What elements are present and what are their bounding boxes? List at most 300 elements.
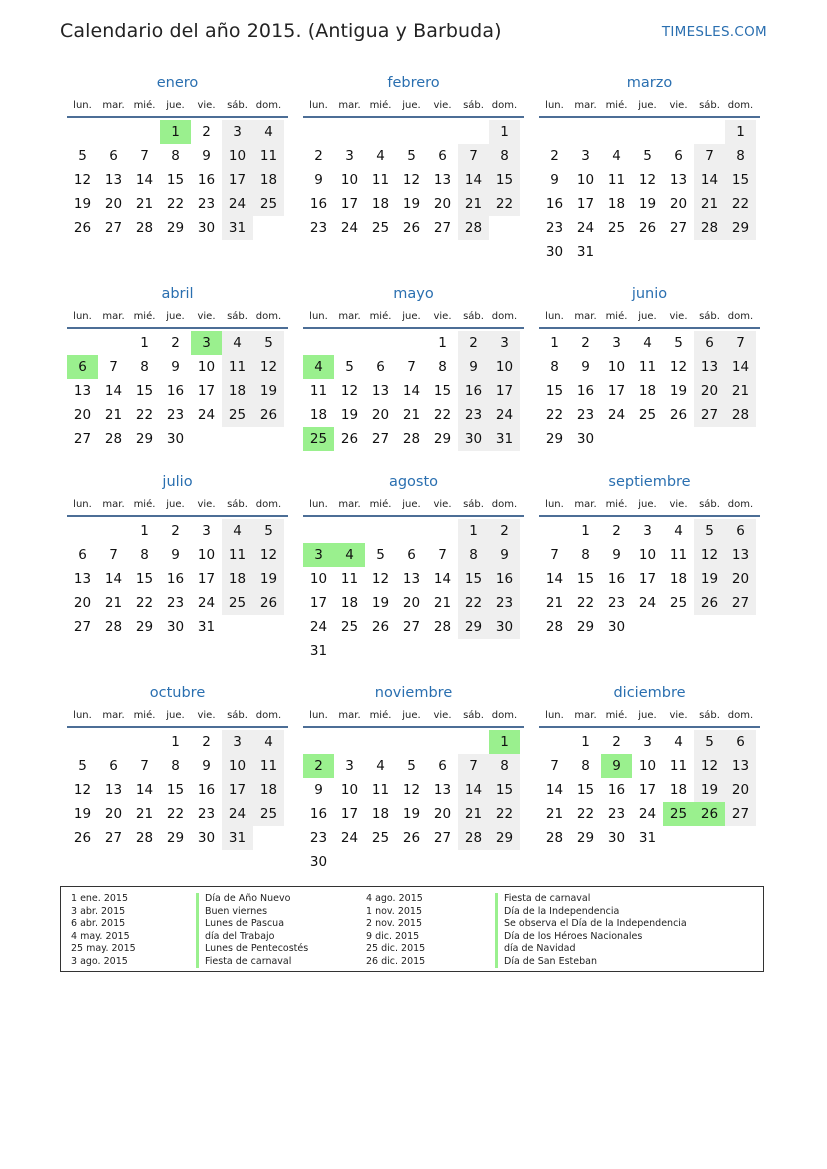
weekday-label: vie. (197, 310, 216, 322)
weekday-label: vie. (433, 498, 452, 510)
day-cell: 3 (581, 148, 590, 164)
day-cell: 20 (104, 196, 123, 212)
day-cell: 17 (638, 571, 657, 587)
day-cell: 24 (607, 407, 626, 423)
day-cell: 31 (638, 830, 657, 846)
weekday-label: jue. (166, 99, 185, 111)
day-cell: 6 (725, 730, 756, 754)
day-cell: 1 (140, 335, 149, 351)
weekday-label: sáb. (463, 310, 484, 322)
day-cell: 21 (104, 595, 123, 611)
day-cell: 19 (73, 806, 92, 822)
day-cell: 25 (222, 591, 253, 615)
weekday-label: jue. (638, 709, 657, 721)
day-cell: 19 (638, 196, 657, 212)
day-cell: 7 (725, 331, 756, 355)
day-cell: 18 (309, 407, 328, 423)
weekday-header (303, 305, 524, 329)
empty-cell (365, 331, 396, 355)
weekday-label: jue. (402, 310, 421, 322)
day-cell: 17 (197, 571, 216, 587)
empty-cell (334, 331, 365, 355)
day-cell: 2 (612, 734, 621, 750)
weekday-label: lun. (309, 310, 328, 322)
day-grid (67, 517, 288, 639)
month-name: julio (162, 474, 193, 490)
day-cell: 6 (109, 758, 118, 774)
day-cell: 16 (489, 567, 520, 591)
day-cell: 14 (725, 355, 756, 379)
day-cell: 13 (73, 383, 92, 399)
day-cell: 3 (222, 730, 253, 754)
day-cell: 29 (725, 216, 756, 240)
day-cell: 19 (253, 567, 284, 591)
weekday-label: vie. (669, 709, 688, 721)
day-cell: 11 (253, 144, 284, 168)
weekday-label: jue. (638, 310, 657, 322)
day-cell: 13 (694, 355, 725, 379)
day-cell: 9 (581, 359, 590, 375)
day-cell: 12 (694, 543, 725, 567)
day-cell: 11 (340, 571, 359, 587)
day-cell: 14 (545, 571, 564, 587)
day-cell: 19 (669, 383, 688, 399)
day-cell: 9 (202, 758, 211, 774)
day-grid (303, 329, 524, 451)
day-cell: 10 (576, 172, 595, 188)
day-cell: 15 (489, 168, 520, 192)
day-cell: 5 (643, 148, 652, 164)
empty-cell (67, 331, 98, 355)
holiday-day-cell: 9 (601, 754, 632, 778)
day-cell: 8 (140, 547, 149, 563)
day-cell: 25 (638, 407, 657, 423)
day-cell: 22 (489, 192, 520, 216)
day-cell: 25 (669, 595, 688, 611)
day-cell: 3 (489, 331, 520, 355)
day-cell: 26 (402, 830, 421, 846)
day-cell: 15 (135, 383, 154, 399)
legend-date: 6 abr. 2015 (71, 918, 126, 929)
day-cell: 18 (222, 379, 253, 403)
empty-cell (539, 519, 570, 543)
day-cell: 22 (576, 806, 595, 822)
empty-cell (129, 730, 160, 754)
day-cell: 24 (638, 595, 657, 611)
day-cell: 29 (489, 826, 520, 850)
day-cell: 23 (458, 403, 489, 427)
day-cell: 14 (104, 383, 123, 399)
day-cell: 11 (669, 547, 688, 563)
month-marzo (539, 72, 760, 264)
day-cell: 30 (166, 619, 185, 635)
day-cell: 5 (253, 331, 284, 355)
day-cell: 20 (694, 379, 725, 403)
day-cell: 2 (612, 523, 621, 539)
day-cell: 27 (725, 591, 756, 615)
empty-cell (365, 120, 396, 144)
day-cell: 7 (458, 144, 489, 168)
holiday-day-cell: 25 (663, 802, 694, 826)
legend-dates-col-1 (71, 893, 136, 968)
weekday-label: vie. (669, 498, 688, 510)
weekday-label: mar. (574, 99, 597, 111)
day-cell: 18 (253, 778, 284, 802)
empty-cell (98, 730, 129, 754)
day-cell: 3 (643, 523, 652, 539)
day-cell: 29 (166, 830, 185, 846)
day-cell: 28 (402, 431, 421, 447)
empty-cell (663, 120, 694, 144)
day-cell: 18 (669, 782, 688, 798)
day-cell: 23 (166, 407, 185, 423)
day-cell: 19 (402, 806, 421, 822)
day-cell: 6 (376, 359, 385, 375)
day-cell: 7 (407, 359, 416, 375)
day-cell: 22 (135, 407, 154, 423)
day-cell: 10 (222, 144, 253, 168)
day-cell: 13 (433, 782, 452, 798)
weekday-label: mié. (369, 99, 392, 111)
weekday-label: mié. (605, 99, 628, 111)
empty-cell (601, 120, 632, 144)
weekday-label: sáb. (463, 709, 484, 721)
weekday-header (539, 94, 760, 118)
day-cell: 13 (104, 782, 123, 798)
day-cell: 16 (309, 196, 328, 212)
day-cell: 20 (433, 196, 452, 212)
empty-cell (129, 120, 160, 144)
day-cell: 16 (166, 383, 185, 399)
day-cell: 30 (197, 830, 216, 846)
weekday-label: dom. (491, 709, 518, 721)
empty-cell (334, 120, 365, 144)
day-cell: 20 (433, 806, 452, 822)
month-noviembre (303, 682, 524, 874)
day-cell: 13 (725, 754, 756, 778)
day-cell: 16 (309, 806, 328, 822)
legend-date: 3 ago. 2015 (71, 955, 128, 967)
weekday-label: mar. (102, 99, 125, 111)
weekday-label: dom. (727, 99, 754, 111)
day-grid (539, 118, 760, 264)
day-cell: 2 (489, 519, 520, 543)
empty-cell (67, 519, 98, 543)
day-cell: 22 (576, 595, 595, 611)
legend-date: 4 ago. 2015 (366, 893, 423, 904)
day-cell: 10 (638, 758, 657, 774)
day-cell: 7 (438, 547, 447, 563)
weekday-label: sáb. (227, 498, 248, 510)
day-cell: 27 (725, 802, 756, 826)
day-cell: 21 (694, 192, 725, 216)
day-cell: 6 (109, 148, 118, 164)
weekday-label: sáb. (227, 99, 248, 111)
day-cell: 4 (222, 331, 253, 355)
day-cell: 24 (340, 220, 359, 236)
day-cell: 2 (550, 148, 559, 164)
day-cell: 4 (643, 335, 652, 351)
month-julio (67, 471, 288, 639)
holiday-day-cell: 25 (303, 427, 334, 451)
day-cell: 29 (135, 431, 154, 447)
month-name: junio (631, 286, 668, 302)
day-cell: 10 (197, 359, 216, 375)
day-cell: 8 (581, 758, 590, 774)
day-cell: 12 (73, 172, 92, 188)
day-cell: 21 (545, 595, 564, 611)
weekday-label: dom. (727, 498, 754, 510)
empty-cell (67, 120, 98, 144)
legend-date: 26 dic. 2015 (366, 955, 426, 967)
weekday-label: vie. (197, 99, 216, 111)
day-cell: 29 (135, 619, 154, 635)
day-cell: 22 (166, 806, 185, 822)
day-cell: 9 (202, 148, 211, 164)
day-cell: 27 (433, 220, 452, 236)
weekday-label: jue. (638, 498, 657, 510)
day-cell: 10 (340, 782, 359, 798)
day-cell: 2 (171, 523, 180, 539)
day-cell: 15 (576, 571, 595, 587)
day-cell: 11 (371, 172, 390, 188)
weekday-label: mar. (338, 310, 361, 322)
weekday-label: lun. (73, 99, 92, 111)
day-cell: 27 (73, 619, 92, 635)
day-cell: 2 (581, 335, 590, 351)
day-cell: 8 (550, 359, 559, 375)
weekday-label: mar. (102, 310, 125, 322)
weekday-label: mar. (102, 709, 125, 721)
day-cell: 21 (402, 407, 421, 423)
day-cell: 11 (669, 758, 688, 774)
day-cell: 18 (222, 567, 253, 591)
weekday-label: lun. (545, 99, 564, 111)
weekday-header (303, 94, 524, 118)
weekday-label: lun. (545, 310, 564, 322)
month-enero (67, 72, 288, 240)
weekday-label: mié. (605, 709, 628, 721)
day-cell: 29 (458, 615, 489, 639)
month-name: abril (161, 286, 194, 302)
day-cell: 4 (376, 148, 385, 164)
day-cell: 19 (340, 407, 359, 423)
day-cell: 18 (371, 196, 390, 212)
day-grid (539, 517, 760, 639)
day-cell: 14 (694, 168, 725, 192)
day-cell: 22 (433, 407, 452, 423)
day-cell: 16 (166, 571, 185, 587)
day-cell: 12 (402, 782, 421, 798)
day-cell: 8 (171, 148, 180, 164)
empty-cell (303, 331, 334, 355)
weekday-label: jue. (402, 498, 421, 510)
day-cell: 16 (545, 196, 564, 212)
day-cell: 18 (638, 383, 657, 399)
day-cell: 30 (545, 244, 564, 260)
empty-cell (427, 730, 458, 754)
month-octubre (67, 682, 288, 850)
holiday-day-cell: 4 (334, 543, 365, 567)
day-cell: 12 (371, 571, 390, 587)
month-name: octubre (149, 685, 206, 701)
weekday-label: jue. (166, 498, 185, 510)
legend-holiday-name: día de Navidad (495, 943, 687, 956)
weekday-label: mié. (369, 498, 392, 510)
empty-cell (427, 519, 458, 543)
legend-holiday-name: Buen viernes (196, 906, 308, 919)
day-cell: 25 (340, 619, 359, 635)
day-cell: 24 (309, 619, 328, 635)
month-name: agosto (388, 474, 439, 490)
weekday-label: mar. (338, 709, 361, 721)
day-cell: 6 (438, 148, 447, 164)
day-grid (303, 517, 524, 663)
day-cell: 20 (73, 595, 92, 611)
day-cell: 8 (171, 758, 180, 774)
day-cell: 15 (166, 172, 185, 188)
weekday-label: dom. (255, 498, 282, 510)
day-cell: 4 (222, 519, 253, 543)
holiday-day-cell: 3 (191, 331, 222, 355)
day-cell: 24 (576, 220, 595, 236)
month-agosto (303, 471, 524, 663)
day-cell: 17 (638, 782, 657, 798)
day-cell: 13 (725, 543, 756, 567)
weekday-header (67, 704, 288, 728)
day-cell: 30 (458, 427, 489, 451)
day-cell: 8 (489, 754, 520, 778)
empty-cell (67, 730, 98, 754)
brand-logo-text[interactable]: TIMESLES.COM (661, 24, 767, 40)
day-cell: 5 (345, 359, 354, 375)
legend-date: 9 dic. 2015 (366, 930, 420, 942)
weekday-label: jue. (166, 709, 185, 721)
weekday-label: jue. (166, 310, 185, 322)
day-cell: 26 (253, 403, 284, 427)
day-cell: 16 (197, 782, 216, 798)
weekday-label: dom. (727, 310, 754, 322)
day-cell: 9 (550, 172, 559, 188)
day-cell: 17 (340, 806, 359, 822)
day-cell: 10 (222, 754, 253, 778)
day-cell: 4 (674, 734, 683, 750)
weekday-label: mié. (133, 310, 156, 322)
day-cell: 29 (166, 220, 185, 236)
day-cell: 9 (612, 547, 621, 563)
day-grid (303, 118, 524, 240)
day-cell: 31 (576, 244, 595, 260)
day-cell: 1 (438, 335, 447, 351)
day-cell: 24 (197, 595, 216, 611)
empty-cell (365, 730, 396, 754)
day-cell: 14 (104, 571, 123, 587)
day-cell: 9 (171, 359, 180, 375)
day-cell: 13 (669, 172, 688, 188)
day-cell: 10 (309, 571, 328, 587)
day-cell: 8 (438, 359, 447, 375)
empty-cell (98, 519, 129, 543)
day-cell: 1 (550, 335, 559, 351)
day-cell: 11 (607, 172, 626, 188)
day-cell: 22 (135, 595, 154, 611)
weekday-label: lun. (309, 498, 328, 510)
day-cell: 15 (545, 383, 564, 399)
legend-date: 25 may. 2015 (71, 943, 136, 954)
day-cell: 18 (253, 168, 284, 192)
day-cell: 15 (458, 567, 489, 591)
day-cell: 3 (612, 335, 621, 351)
weekday-header (303, 704, 524, 728)
day-cell: 8 (489, 144, 520, 168)
empty-cell (694, 120, 725, 144)
weekday-label: vie. (433, 99, 452, 111)
day-cell: 24 (222, 192, 253, 216)
day-cell: 13 (73, 571, 92, 587)
day-cell: 26 (340, 431, 359, 447)
day-cell: 14 (135, 172, 154, 188)
day-cell: 28 (104, 619, 123, 635)
day-cell: 4 (376, 758, 385, 774)
weekday-label: jue. (402, 709, 421, 721)
day-cell: 16 (458, 379, 489, 403)
month-name: diciembre (613, 685, 686, 701)
day-cell: 21 (725, 379, 756, 403)
day-cell: 12 (253, 355, 284, 379)
day-cell: 23 (166, 595, 185, 611)
day-grid (67, 329, 288, 451)
weekday-label: mar. (338, 99, 361, 111)
day-cell: 12 (340, 383, 359, 399)
day-cell: 23 (309, 830, 328, 846)
day-cell: 27 (371, 431, 390, 447)
day-cell: 13 (402, 571, 421, 587)
day-cell: 11 (638, 359, 657, 375)
weekday-label: sáb. (227, 310, 248, 322)
day-grid (539, 329, 760, 451)
weekday-label: sáb. (699, 310, 720, 322)
day-cell: 16 (576, 383, 595, 399)
day-cell: 22 (489, 802, 520, 826)
day-cell: 20 (725, 567, 756, 591)
day-cell: 7 (109, 359, 118, 375)
weekday-label: sáb. (699, 709, 720, 721)
day-cell: 6 (725, 519, 756, 543)
day-cell: 8 (458, 543, 489, 567)
day-cell: 14 (135, 782, 154, 798)
weekday-label: dom. (255, 709, 282, 721)
weekday-label: vie. (669, 310, 688, 322)
day-cell: 25 (222, 403, 253, 427)
weekday-label: mié. (605, 310, 628, 322)
day-cell: 22 (725, 192, 756, 216)
day-cell: 23 (607, 806, 626, 822)
month-name: febrero (387, 75, 440, 91)
weekday-label: mié. (369, 310, 392, 322)
weekday-label: sáb. (227, 709, 248, 721)
day-cell: 27 (694, 403, 725, 427)
day-cell: 6 (407, 547, 416, 563)
weekday-label: mié. (605, 498, 628, 510)
day-cell: 18 (371, 806, 390, 822)
day-cell: 14 (402, 383, 421, 399)
empty-cell (396, 331, 427, 355)
empty-cell (365, 519, 396, 543)
weekday-label: sáb. (699, 498, 720, 510)
day-cell: 27 (104, 220, 123, 236)
day-cell: 19 (371, 595, 390, 611)
empty-cell (303, 519, 334, 543)
